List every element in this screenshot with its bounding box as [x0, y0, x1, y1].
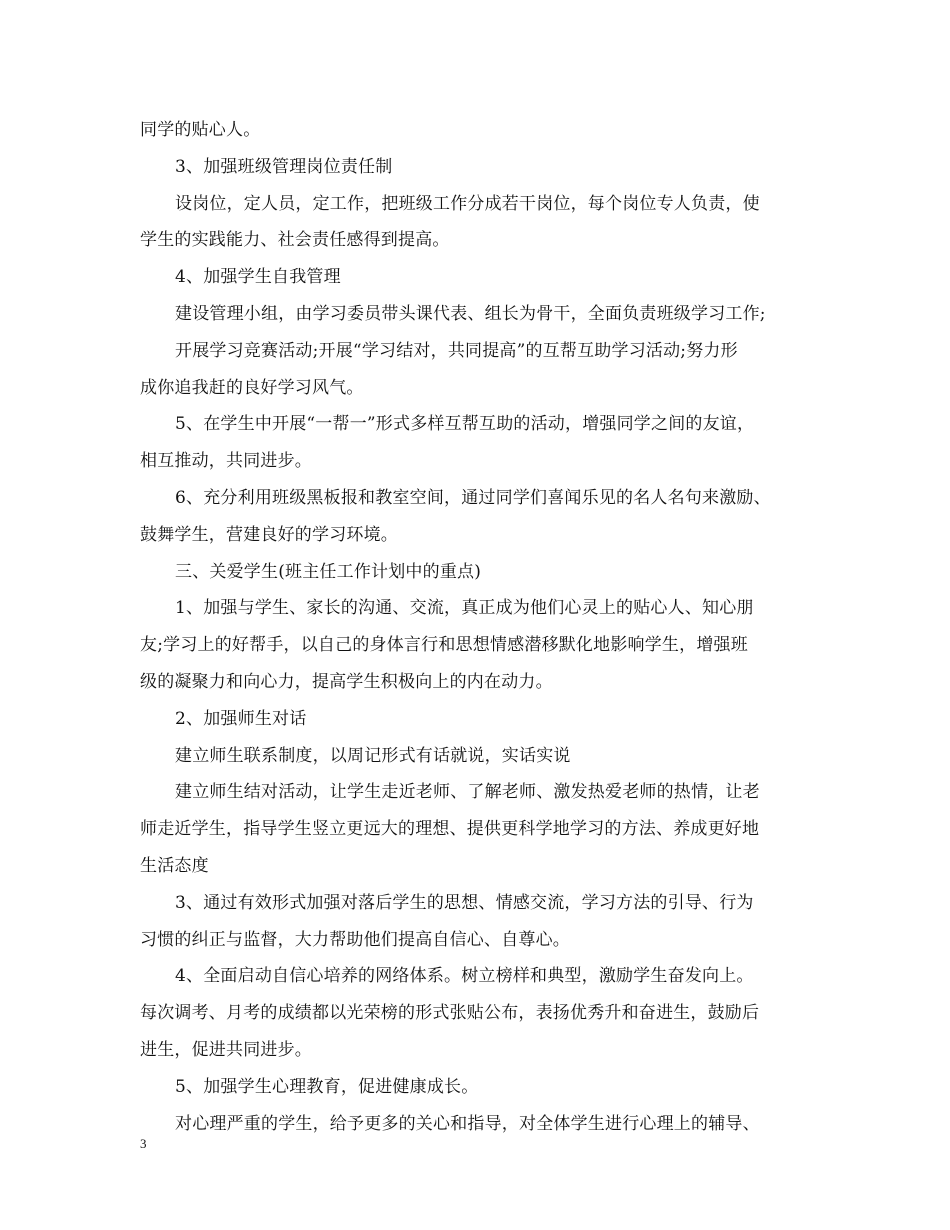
section-heading: 5、加强学生心理教育，促进健康成长。: [175, 1076, 479, 1097]
paragraph-line: 鼓舞学生，营建良好的学习环境。: [140, 524, 398, 545]
paragraph-line: 3、通过有效形式加强对落后学生的思想、情感交流，学习方法的引导、行为: [175, 892, 754, 913]
paragraph-line: 5、在学生中开展“一帮一”形式多样互帮互助的活动，增强同学之间的友谊，: [175, 414, 755, 435]
paragraph-line: 级的凝聚力和向心力，提高学生积极向上的内在动力。: [140, 671, 553, 692]
paragraph-line: 6、充分利用班级黑板报和教室空间，通过同学们喜闻乐见的名人名句来激励、: [175, 487, 771, 508]
paragraph-line: 相互推动，共同进步。: [140, 451, 312, 472]
paragraph-line: 习惯的纠正与监督，大力帮助他们提高自信心、自尊心。: [140, 929, 570, 950]
paragraph-line: 每次调考、月考的成绩都以光荣榜的形式张贴公布，表扬优秀升和奋进生，鼓励后: [140, 1003, 760, 1024]
text-line: 同学的贴心人。: [140, 120, 261, 140]
paragraph-line: 成你追我赶的良好学习风气。: [140, 377, 364, 398]
section-heading: 三、关爱学生(班主任工作计划中的重点): [175, 561, 482, 582]
paragraph-line: 友;学习上的好帮手，以自己的身体言行和思想情感潜移默化地影响学生，增强班: [140, 635, 748, 656]
page-number: 3: [140, 1136, 147, 1151]
paragraph-line: 进生，促进共同进步。: [140, 1039, 312, 1060]
paragraph-line: 对心理严重的学生，给予更多的关心和指导，对全体学生进行心理上的辅导、: [175, 1113, 760, 1134]
paragraph-line: 学生的实践能力、社会责任感得到提高。: [140, 230, 450, 251]
document-body: [140, 112, 810, 1142]
paragraph-line: 开展学习竞赛活动;开展“学习结对，共同提高”的互帮互助学习活动;努力形: [175, 340, 738, 361]
paragraph-line: 设岗位，定人员，定工作，把班级工作分成若干岗位，每个岗位专人负责，使: [175, 193, 760, 214]
paragraph-line: 建立师生结对活动，让学生走近老师、了解老师、激发热爱老师的热情，让老: [175, 782, 760, 803]
paragraph-line: 1、加强与学生、家长的沟通、交流，真正成为他们心灵上的贴心人、知心朋: [175, 598, 754, 619]
paragraph-line: 生活态度: [140, 855, 209, 876]
paragraph-line: 建立师生联系制度，以周记形式有话就说，实话实说: [175, 745, 571, 766]
section-heading: 2、加强师生对话: [175, 708, 307, 729]
section-heading: 3、加强班级管理岗位责任制: [175, 156, 393, 177]
paragraph-line: 建设管理小组，由学习委员带头课代表、组长为骨干，全面负责班级学习工作;: [175, 303, 766, 324]
section-heading: 4、加强学生自我管理: [175, 267, 341, 288]
paragraph-line: 师走近学生，指导学生竖立更远大的理想、提供更科学地学习的方法、养成更好地: [140, 819, 760, 840]
paragraph-line: 4、全面启动自信心培养的网络体系。树立榜样和典型，激励学生奋发向上。: [175, 966, 754, 987]
